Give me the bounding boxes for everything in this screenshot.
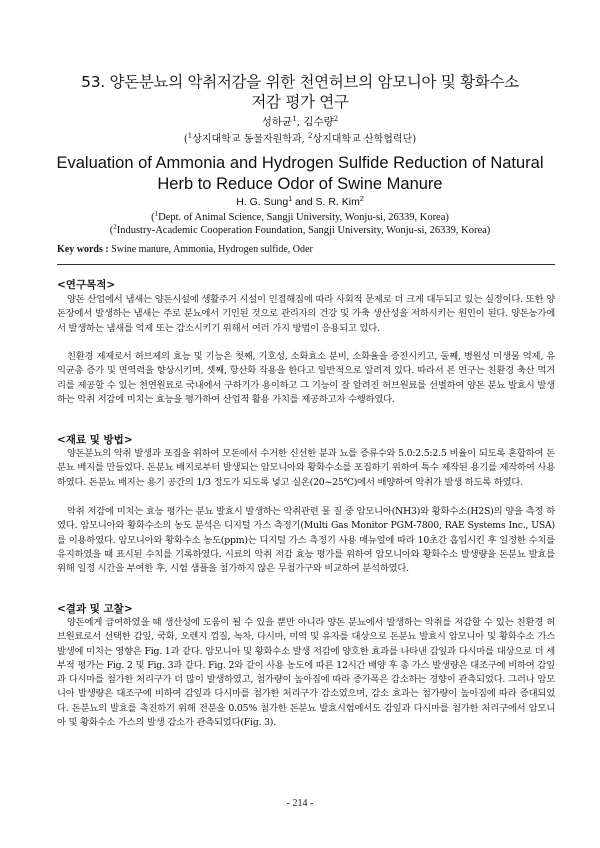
korean-title-line-2: 저감 평가 연구 (251, 93, 349, 111)
intro-paragraph-2: 친환경 제제로서 허브제의 효능 및 기능은 첫째, 기호성, 소화효소 분비, 소화율을 증진시키고, 둘째, 병원성 미생물 억제, 유익균총 증가 및 면역력을 향상시키며, 셋째, 항산화 작용을 한다고 일반적으로 알려져 있다. 따라서 본 연구는 친환경 축산 먹거리를 제공할 수 있는 천연원료로 국내에서 구하기가 용이하고 그 기능이 잘 알려진 허브원료를 선별하여 양돈 분뇨 발효시 발생하는 악취 저감에 미치는 효능을 평가하여 산업적 활용 가치를 제공하고자 수행하였다. (57, 351, 555, 405)
english-authors (30, 196, 570, 208)
section-heading-intro: <연구목적> (57, 279, 116, 291)
page-number: - 214 - (286, 798, 314, 809)
divider (57, 264, 555, 265)
english-affiliation-2 (20, 224, 580, 237)
affil-mark-1: 1 (187, 132, 193, 140)
english-title-line-2: Herb to Reduce Odor of Swine Manure (157, 175, 443, 193)
affil-mark-1: 1 (288, 196, 293, 203)
affil-mark-2: 2 (359, 196, 364, 203)
english-title (30, 153, 570, 195)
english-affiliation-1 (20, 211, 580, 224)
affil-mark-2: 2 (113, 223, 117, 231)
english-affiliation (20, 211, 580, 237)
section-heading-methods: <재료 및 방법> (57, 434, 133, 446)
author-en-1: H. G. Sung (236, 196, 289, 208)
affil-mark-1: 1 (292, 115, 297, 123)
author-kr-2: , 김수량 (296, 116, 334, 128)
affil-en-2: Industry-Academic Cooperation Foundation, Sangji University, Wonju-si, 26339, Korea) (116, 225, 491, 236)
keywords-label: Key words : (57, 244, 109, 255)
results-paragraph-1: 양돈에게 급여하였을 때 생산성에 도움이 될 수 있을 뿐만 아니라 양돈 분뇨에서 발생하는 악취를 저감할 수 있는 친환경 허브원료로서 선택한 감잎, 국화, 오렌지 껍질, 녹차, 다시마, 미역 및 유자를 대상으로 돈분뇨 발효시 암모니아 및 황화수소 가스 발생에 미치는 영향은 Fig. 1과 같다. 암모니아 및 황화수소 발생 저감에 양호한 효과를 나타낸 감잎과 다시마를 대상으로 더 세부적 평가는 Fig. 2 및 Fig. 3과 같다. Fig. 2와 같이 사용 농도에 따른 12시간 배양 후 총 가스 발생량은 대조구에 비하여 감잎과 다시마를 첨가한 처리구가 더 많이 발생하였고, 첨가량이 높아짐에 따라 증가폭은 감소하는 경향이 관측되었다. 그러나 암모니아 발생량은 대조구에 비하여 감잎과 다시마를 첨가한 처리구가 감소였으며, 감소 효과는 첨가량이 높아짐에 따라 증대되었다. 돈분뇨의 발효를 촉진하기 위해 전분을 0.05% 첨가한 돈분뇨 발효시험에서도 감잎과 다시마를 첨가한 처리구에서 암모니아 및 황화수소 가스의 발생 감소가 관측되었다(Fig. 3). (57, 617, 555, 729)
affil-mark-2: 2 (308, 132, 313, 140)
author-en-2: and S. R. Kim (292, 196, 360, 208)
section-heading-results: <결과 및 고찰> (57, 603, 133, 615)
korean-title-line-1: 53. 양돈분뇨의 악취저감을 위한 천연허브의 암모니아 및 황화수소 (81, 73, 519, 91)
korean-affiliation (30, 130, 570, 145)
affil-open: ( (109, 225, 114, 236)
intro-paragraph-1: 양돈 산업에서 냄새는 양돈시설에 생활주거 시설이 인접해짐에 따라 사회적 문제로 더 크게 대두되고 있는 실정이다. 또한 양돈장에서 발생하는 냄새는 주로 분뇨에서 기인된 것으로 관리자의 건강 및 가축 생산성을 저하시키는 원인이 된다. 양돈농가에서 발생하는 냄새를 억제 또는 감소시키기 위해서 여러 가지 방법이 응용되고 있다. (57, 294, 555, 334)
affil-open: ( (151, 212, 155, 223)
author-kr-1: 성하균 (261, 116, 293, 128)
affil-open: ( (183, 134, 188, 145)
affil-mark-2: 2 (333, 115, 339, 123)
methods-paragraph-2: 악취 저감에 미치는 효능 평가는 분뇨 발효시 발생하는 악취관련 물 질 중 암모니아(NH3)와 황화수소(H2S)의 양을 측정 하였다. 암모니아와 황화수소의 농도 분석은 디지털 가스 측정기(Multi Gas Monitor PGM-7800, RAE Systems Inc., USA)를 이용하였다. 암모니아와 황화수소 농도(ppm)는 디지털 가스 측정기 사용 매뉴얼에 따라 10초간 흡입시킨 후 일정한 수치를 유지하였을 때 표시된 수치를 기록하였다. 시료의 악취 저감 효능 평가를 위하여 암모니아와 황화수소 발생량을 돈분뇨 발효를 위해 일정 시간을 부여한 후, 시험 샘플을 첨가하지 않은 무첨가구와 비교하여 분석하였다. (57, 506, 555, 575)
korean-authors (30, 114, 570, 129)
korean-title (30, 72, 570, 112)
keywords-text: Swine manure, Ammonia, Hydrogen sulfide, Oder (108, 244, 313, 255)
affil-en-1: Dept. of Animal Science, Sangji University, Wonju-si, 26339, Korea) (158, 212, 449, 223)
affil-kr-1: 상지대학교 동물자원학과, (192, 134, 308, 145)
english-title-line-1: Evaluation of Ammonia and Hydrogen Sulfide Reduction of Natural (56, 154, 544, 172)
affil-kr-2: 상지대학교 산학협력단) (312, 134, 417, 145)
methods-paragraph-1: 양돈분뇨의 악취 발생과 포집을 위하여 모돈에서 수거한 신선한 분과 뇨를 증류수와 5.0:2.5:2.5 비율이 되도록 혼합하여 돈분뇨 배지를 만들었다. 돈분뇨 배지로부터 발생되는 암모니아와 황화수소를 포집하기 위하여 특수 제작된 용기를 제작하여 사용하였다. 돈분뇨 배지는 용기 공간의 1/3 정도가 되도록 넣고 실온(20~25℃)에서 배양하여 악취가 발생 하도록 하였다. (57, 448, 555, 488)
affil-mark-1: 1 (154, 210, 159, 218)
keywords (57, 244, 557, 255)
